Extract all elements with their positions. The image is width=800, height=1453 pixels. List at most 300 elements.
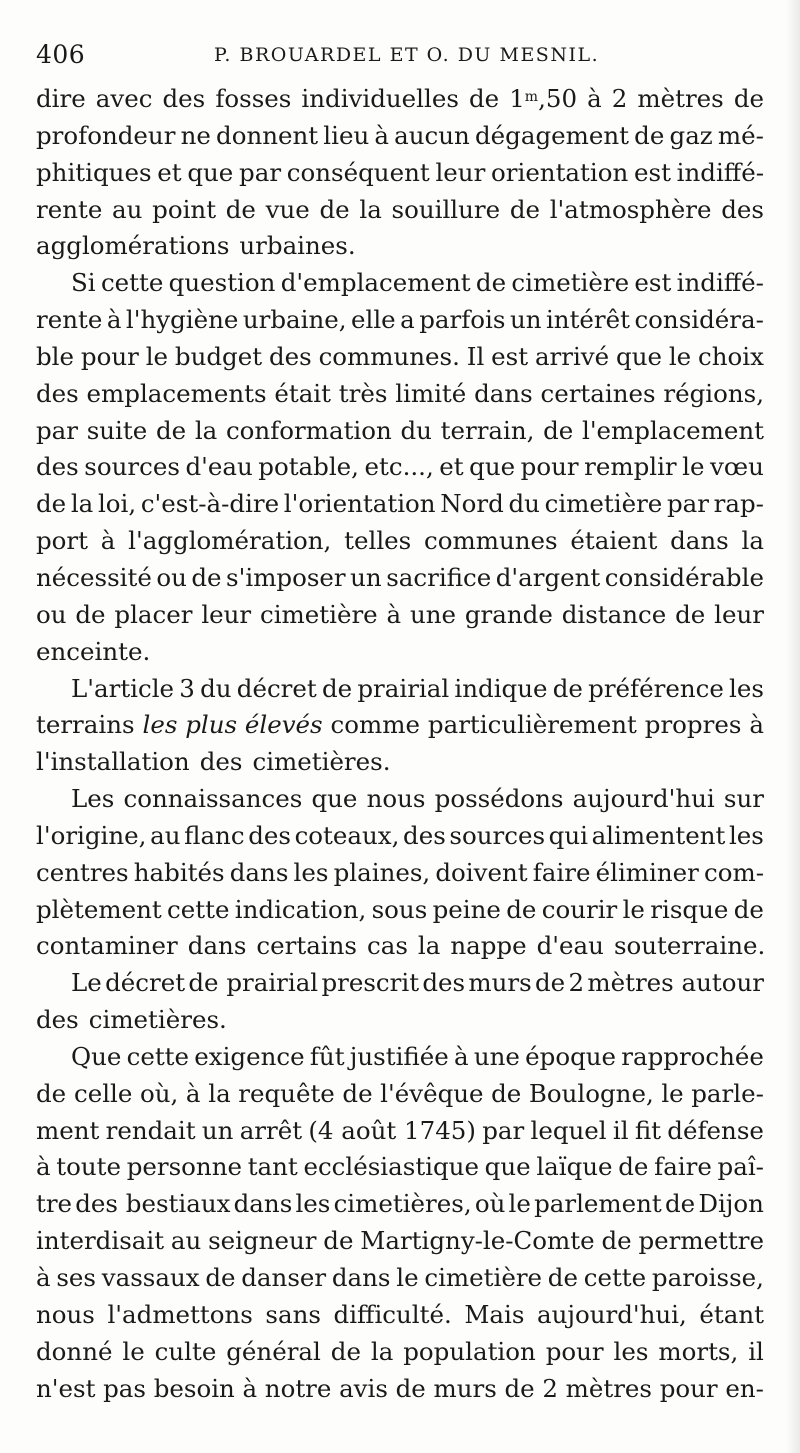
text-line <box>36 1039 764 1076</box>
word: la <box>741 526 764 556</box>
word: cimetière <box>544 489 663 519</box>
word: rendait <box>105 1115 196 1145</box>
word: plaines, <box>333 857 431 887</box>
word: question <box>168 268 276 298</box>
word: sources <box>449 820 546 850</box>
word: notre <box>264 1373 332 1403</box>
word: ble <box>36 341 75 371</box>
word: dans <box>229 857 289 887</box>
word: Boulogne, <box>528 1078 654 1108</box>
word: paî- <box>717 1152 764 1182</box>
word: toute <box>56 1152 122 1182</box>
word: souterraine. <box>613 931 766 961</box>
word: communes. <box>318 341 460 371</box>
text-line <box>36 597 764 634</box>
word: telles <box>344 526 412 556</box>
word: rap- <box>713 489 764 519</box>
word: certains <box>256 931 357 961</box>
word: cette <box>100 268 164 298</box>
word: distance <box>561 599 667 629</box>
word: souillure <box>391 194 501 224</box>
word: pas <box>103 1373 146 1403</box>
word: lieu <box>323 120 370 150</box>
word: dans <box>670 526 729 556</box>
word: agglomérations <box>36 231 230 261</box>
word: cette <box>167 894 230 924</box>
text-line <box>36 965 764 1002</box>
word: habités <box>133 857 225 887</box>
word: aucun <box>394 120 470 150</box>
word: Les <box>71 784 115 814</box>
word: donné <box>36 1336 113 1366</box>
word: suite <box>86 415 148 445</box>
word: (4 août 1745) <box>308 1115 476 1145</box>
word: sources <box>84 452 180 482</box>
text-line <box>36 634 764 671</box>
text-line <box>36 1334 764 1371</box>
word: de celle <box>36 1078 133 1108</box>
word: de <box>321 673 353 703</box>
word: en- <box>725 1373 764 1403</box>
word: remplir <box>584 452 677 482</box>
word: de <box>675 599 706 629</box>
word: que <box>616 341 662 371</box>
word: fût <box>309 1041 345 1071</box>
word: le <box>508 1189 531 1219</box>
text-line <box>36 1186 764 1223</box>
word: à <box>100 526 116 556</box>
word: leur <box>201 599 252 629</box>
word: seigneur <box>208 1226 317 1256</box>
word: des <box>721 194 764 224</box>
word: L'article <box>71 673 175 703</box>
word: risque <box>650 894 729 924</box>
word: au <box>150 820 181 850</box>
text-line <box>36 818 764 855</box>
word: ment <box>36 1115 100 1145</box>
text-line <box>36 302 764 339</box>
word: terrains <box>36 710 135 740</box>
word: de <box>319 194 350 224</box>
word: de <box>509 194 541 224</box>
word: elle <box>351 305 396 335</box>
text-line <box>36 928 764 965</box>
body-text <box>36 81 764 1407</box>
word: par <box>482 1115 525 1145</box>
running-head: P. BROUARDEL ET O. DU MESNIL. <box>214 44 600 66</box>
word: des <box>199 747 243 777</box>
word: qui <box>548 820 588 850</box>
word: à <box>106 305 122 335</box>
word: Il <box>466 341 485 371</box>
word: les <box>295 1189 331 1219</box>
word: morts, <box>658 1336 739 1366</box>
word: époque <box>525 1041 617 1071</box>
word: parlement <box>534 1189 662 1219</box>
word: la <box>370 1336 394 1366</box>
word: vœu <box>710 452 764 482</box>
word: il <box>612 1115 629 1145</box>
word: dans <box>187 931 247 961</box>
word: murs <box>433 1373 497 1403</box>
word: de <box>543 415 574 445</box>
word: nous <box>36 1299 95 1329</box>
word: dans <box>233 1189 293 1219</box>
word: connaissances <box>123 784 303 814</box>
word: à <box>454 1041 469 1071</box>
word: les plus élevés <box>142 710 323 740</box>
word: coteaux, <box>294 820 400 850</box>
word: de <box>552 673 583 703</box>
word: peine <box>432 894 501 924</box>
word: port <box>36 526 88 556</box>
word: très <box>338 378 388 408</box>
word: de <box>205 1263 236 1292</box>
text-line <box>36 1149 764 1186</box>
word: décret <box>236 673 317 703</box>
word: d'emplacement <box>280 268 471 298</box>
word: aujourd'hui <box>572 784 715 814</box>
word: indiffé- <box>676 268 764 298</box>
word: justifiée <box>349 1041 449 1071</box>
word: préférence <box>588 673 724 703</box>
word: d'eau <box>536 931 604 961</box>
word: général <box>226 1336 321 1366</box>
word: terrain, <box>440 415 535 445</box>
text-line <box>36 1297 764 1334</box>
word: faire <box>532 857 591 887</box>
word: de <box>504 1373 535 1403</box>
word: arrivé <box>534 341 610 371</box>
word: dans <box>331 1263 391 1292</box>
word: requête <box>238 1078 335 1108</box>
word: où, <box>139 1078 179 1108</box>
word: et <box>439 452 464 482</box>
word: cimetières, <box>333 1189 472 1219</box>
word: potable, <box>258 452 359 482</box>
word: vassaux <box>101 1263 200 1292</box>
word: leur <box>714 599 764 629</box>
word: conséquent <box>286 157 430 187</box>
word: de <box>547 1263 578 1292</box>
text-line <box>36 560 764 597</box>
word: contaminer <box>36 931 178 961</box>
word: rente <box>36 305 103 335</box>
word: orientation <box>491 157 629 187</box>
word: de <box>36 489 67 519</box>
word: ou <box>156 562 187 592</box>
word: l'agglomération, <box>128 526 332 556</box>
word: sous <box>371 894 428 924</box>
word: prescrit <box>321 968 420 998</box>
text-line <box>36 1113 764 1150</box>
word: sacrifice <box>386 562 492 592</box>
text-line <box>36 339 764 376</box>
word: intérêt <box>545 305 630 335</box>
word: un <box>201 1115 234 1145</box>
text-line <box>36 118 764 155</box>
word: que <box>469 452 516 482</box>
word: la <box>70 489 94 519</box>
word: étant <box>699 1299 764 1329</box>
text-line <box>36 707 764 744</box>
word: budget <box>174 341 263 371</box>
word: d'argent <box>495 562 601 592</box>
word: enceinte. <box>36 636 151 666</box>
word: du <box>200 673 232 703</box>
word: Que <box>71 1041 122 1071</box>
word: est <box>634 268 672 298</box>
word: mètres <box>565 1373 653 1403</box>
word: que <box>311 784 358 814</box>
word: particulièrement <box>427 710 637 740</box>
word: com- <box>703 857 764 887</box>
word: laïque <box>536 1152 613 1182</box>
word: arrêt <box>239 1115 303 1145</box>
word: 3 <box>179 673 195 703</box>
word: n'est <box>36 1373 96 1403</box>
word: les <box>729 673 764 703</box>
word: profondeur <box>36 120 176 150</box>
word: murs <box>468 968 532 998</box>
word: indiffé- <box>676 157 764 187</box>
word: par <box>666 489 709 519</box>
word: 2 <box>611 84 628 113</box>
word: alimentent <box>591 820 726 850</box>
word: indique <box>454 673 548 703</box>
word: l'évêque <box>380 1078 484 1108</box>
word: de <box>506 894 537 924</box>
word: ne <box>180 120 211 150</box>
text-line <box>36 486 764 523</box>
word: emplacements <box>86 378 267 408</box>
word: des <box>36 378 79 408</box>
word: tre <box>36 1189 73 1219</box>
word: à <box>36 1263 51 1292</box>
word: de <box>733 894 764 924</box>
word: personne <box>126 1152 242 1182</box>
word: ou <box>36 599 67 629</box>
word: de <box>733 84 764 113</box>
word: est <box>634 157 671 187</box>
word: parfois <box>419 305 506 335</box>
word: par <box>36 415 79 445</box>
word: ecclésiastique <box>303 1152 479 1182</box>
word: de <box>155 415 187 445</box>
word: avis <box>339 1373 388 1403</box>
word: exigence <box>194 1041 305 1071</box>
word: de <box>664 1189 696 1219</box>
word: interdisait <box>36 1226 165 1256</box>
word: des <box>403 820 446 850</box>
word: sur <box>723 784 764 814</box>
word: nappe <box>450 931 527 961</box>
word: choix <box>698 341 764 371</box>
word: et <box>157 157 182 187</box>
word: de <box>75 599 106 629</box>
page-header <box>36 36 762 76</box>
word: cimetière <box>511 268 630 298</box>
word: à <box>749 710 764 740</box>
word: gaz <box>669 120 713 150</box>
text-line <box>36 1371 764 1408</box>
word: des <box>248 820 291 850</box>
word: difficulté. <box>333 1299 452 1329</box>
text-line <box>36 744 764 781</box>
word: à <box>36 1152 51 1182</box>
word: éliminer <box>595 857 699 887</box>
word: des <box>36 1005 79 1035</box>
word: décret <box>105 968 186 998</box>
word: fit <box>634 1115 662 1145</box>
word: grande <box>464 599 553 629</box>
word: Si <box>71 268 96 298</box>
word: 1$^m$,50 <box>509 84 578 113</box>
word: Dijon <box>698 1189 764 1219</box>
word: flanc <box>184 820 245 850</box>
word: l'installation <box>36 747 190 777</box>
word: de <box>468 84 500 113</box>
word: tant <box>247 1152 298 1182</box>
word: cimetières. <box>88 1005 227 1035</box>
word: Martigny-le-Comte <box>360 1226 595 1256</box>
word: de <box>323 1226 354 1256</box>
text-line <box>36 1260 764 1297</box>
word: mètres <box>637 84 724 113</box>
word: une <box>473 1041 520 1071</box>
word: rente <box>36 194 103 224</box>
word: l'hygiène <box>125 305 239 335</box>
word: communes <box>424 526 558 556</box>
word: le <box>682 452 705 482</box>
word: Le <box>71 968 102 998</box>
word: des bestiaux <box>75 1189 231 1219</box>
page-edge-shadow <box>786 0 800 1453</box>
word: le <box>661 1078 684 1108</box>
word: des <box>268 341 312 371</box>
word: loi, <box>97 489 137 519</box>
text-line <box>36 449 764 486</box>
text-line <box>36 155 764 192</box>
word: une <box>409 599 457 629</box>
word: à <box>587 84 602 113</box>
text-line <box>36 228 764 265</box>
word: défense <box>667 1115 764 1145</box>
word: phitiques <box>36 157 152 187</box>
word: de <box>618 1152 649 1182</box>
word: parle- <box>691 1078 764 1108</box>
word: cimetière <box>424 1263 543 1292</box>
word: de <box>535 968 566 998</box>
text-line <box>36 81 764 118</box>
word: le <box>668 341 692 371</box>
word: dire <box>36 84 86 113</box>
word: à <box>242 1373 258 1403</box>
word: étaient <box>570 526 658 556</box>
word: fosses <box>215 84 292 113</box>
word: de <box>395 1373 426 1403</box>
word: c'est-à-dire <box>140 489 280 519</box>
text-line <box>36 523 764 560</box>
word: les <box>728 820 764 850</box>
word: des <box>422 968 466 998</box>
word: il <box>748 1336 764 1366</box>
text-line <box>36 376 764 413</box>
word: cimetière <box>259 599 378 629</box>
text-line <box>36 192 764 229</box>
word: à la <box>185 1078 231 1108</box>
word: à <box>374 120 390 150</box>
word: urbaines. <box>239 231 356 261</box>
word: le <box>145 341 169 371</box>
word: de <box>601 1226 632 1256</box>
text-line <box>36 413 764 450</box>
word: population <box>403 1336 536 1366</box>
text-line <box>36 265 764 302</box>
word: cette <box>126 1041 190 1071</box>
word: l'origine, <box>36 820 147 850</box>
word: des <box>36 452 79 482</box>
word: un <box>350 562 382 592</box>
word: nécessité <box>36 562 152 592</box>
word: considéra- <box>634 305 764 335</box>
word: des <box>162 84 206 113</box>
word: cas <box>367 931 408 961</box>
word: les <box>613 1336 649 1366</box>
text-line <box>36 781 764 818</box>
word: propres <box>644 710 742 740</box>
text-line <box>36 671 764 708</box>
word: comme <box>330 710 420 740</box>
word: le <box>396 1263 419 1292</box>
word: conformation <box>225 415 392 445</box>
word: la <box>194 415 218 445</box>
word: considérable <box>604 562 764 592</box>
word: permettre <box>638 1226 764 1256</box>
word: individuelles <box>301 84 459 113</box>
word: un <box>509 305 542 335</box>
superscript: m <box>524 89 539 105</box>
word: de <box>475 268 507 298</box>
word: faire <box>654 1152 712 1182</box>
text-line <box>36 892 764 929</box>
word: de <box>634 120 665 150</box>
word: besoin <box>153 1373 235 1403</box>
word: de <box>342 1078 373 1108</box>
word: avec <box>95 84 153 113</box>
word: nous <box>366 784 426 814</box>
word: prairial <box>357 673 450 703</box>
word: leur <box>435 157 486 187</box>
word: au <box>112 194 143 224</box>
word: lequel <box>530 1115 607 1145</box>
word: de <box>330 1336 361 1366</box>
word: certaines <box>540 378 656 408</box>
word: cimetières. <box>252 747 391 777</box>
word: Nord <box>440 489 504 519</box>
word: du <box>400 415 432 445</box>
word: courir <box>541 894 618 924</box>
word: paroisse, <box>651 1263 764 1292</box>
word: donnent <box>216 120 319 150</box>
word: où <box>474 1189 506 1219</box>
word: plètement <box>36 894 162 924</box>
word: etc..., <box>364 452 434 482</box>
word: 2 <box>542 1373 558 1403</box>
word: aujourd'hui, <box>536 1299 687 1329</box>
word: est <box>491 341 529 371</box>
word: la <box>417 931 441 961</box>
